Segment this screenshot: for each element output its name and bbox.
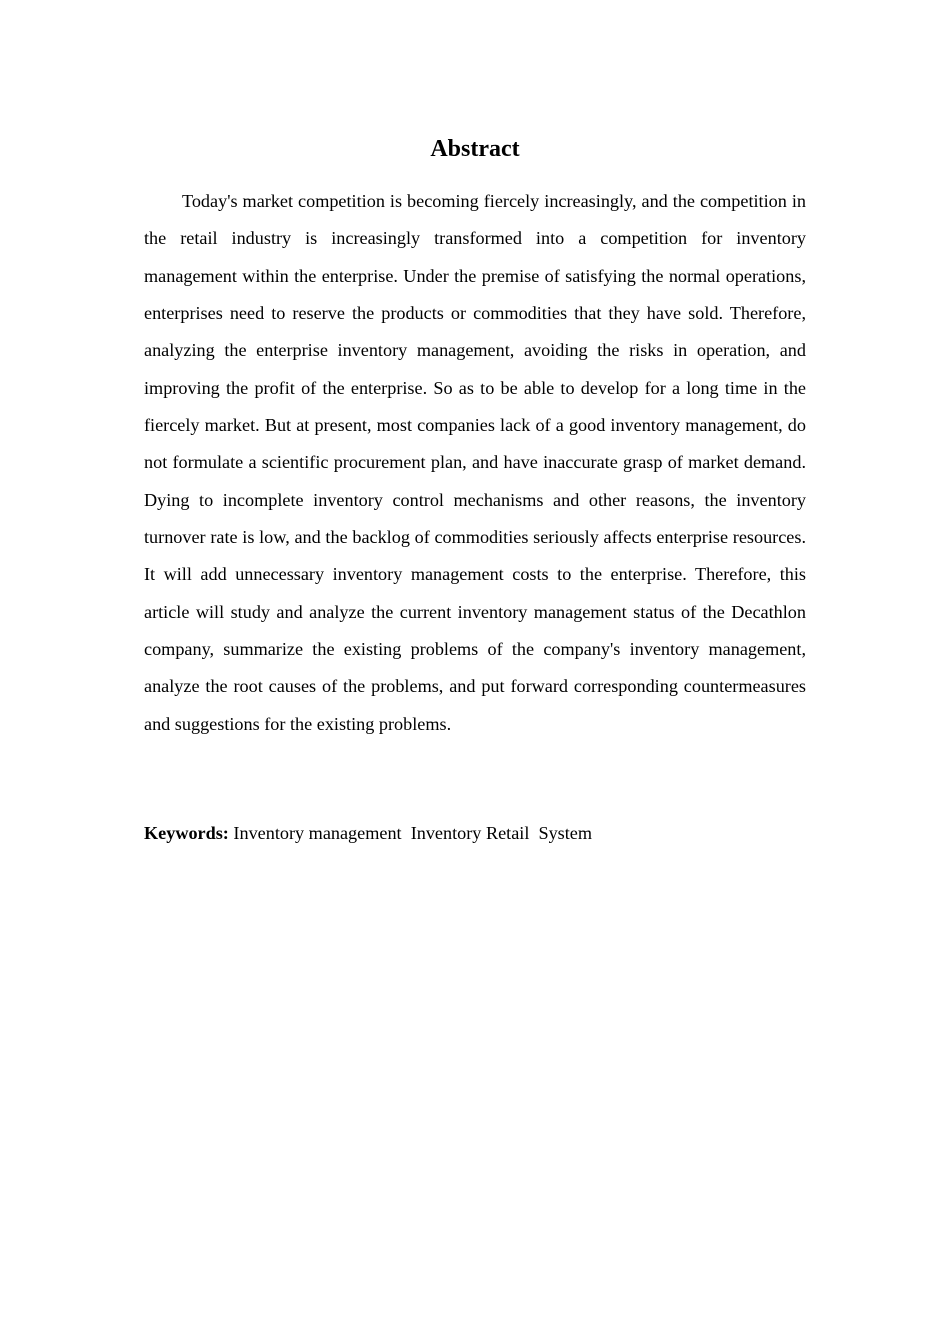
abstract-paragraph: Today's market competition is becoming fiercely increasingly, and the competition in the retail industry is increasingly transformed into a competition for inventory management within the enterprise. Under the premise of satisfying the normal operations, enterprises need to reserve the products or commodities that they have sold. Therefore, analyzing the enterprise inventory management, avoiding the risks in operation, and improving the profit of the enterprise. So as to be able to develop for a long time in the fiercely market. But at present, most companies lack of a good inventory management, do not formulate a scientific procurement plan, and have inaccurate grasp of market demand. Dying to incomplete inventory control mechanisms and other reasons, the inventory turnover rate is low, and the backlog of commodities seriously affects enterprise resources. It will add unnecessary inventory management costs to the enterprise. Therefore, this article will study and analyze the current inventory management status of the Decathlon company, summarize the existing problems of the company's inventory management, analyze the root causes of the problems, and put forward corresponding countermeasures and suggestions for the existing problems. [144, 191, 806, 734]
page-title: Abstract [430, 136, 520, 162]
keywords-text: Inventory management Inventory Retail System [228, 823, 593, 843]
keywords-line [144, 815, 806, 852]
keywords-label: Keywords: [144, 823, 229, 843]
